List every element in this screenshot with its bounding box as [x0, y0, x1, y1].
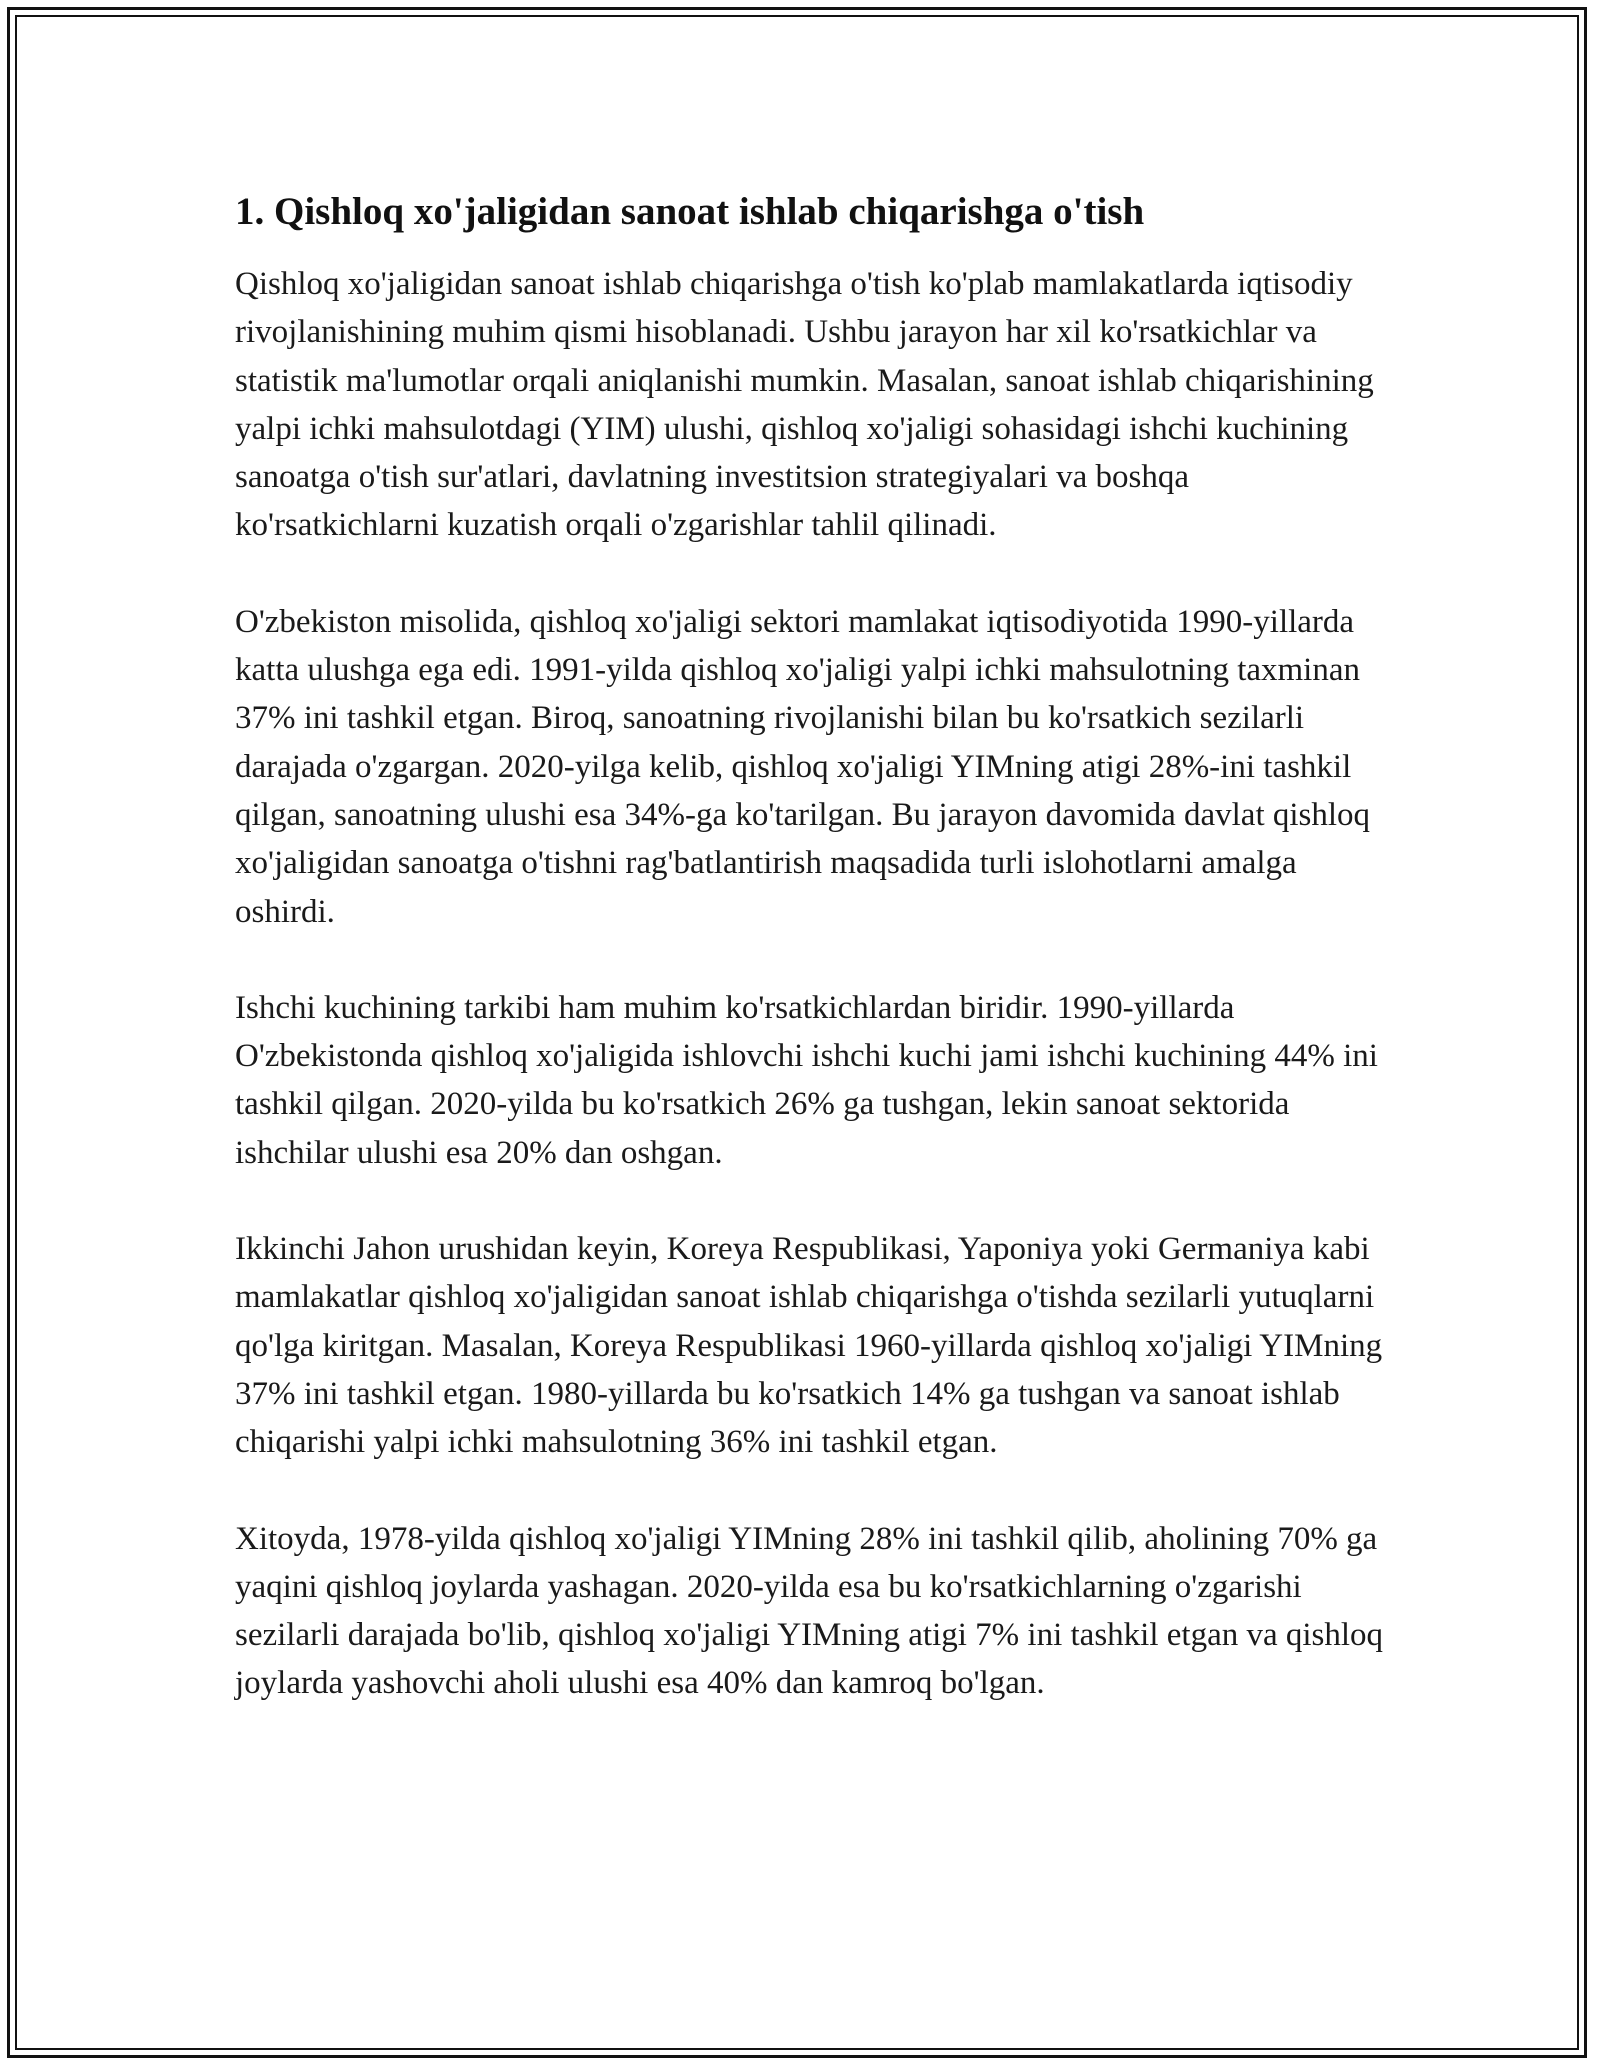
paragraph-labor-force: Ishchi kuchining tarkibi ham muhim ko'rsatkichlardan biridir. 1990-yillarda O'zbekistonda qishloq xo'jaligida ishlovchi ishchi kuchi jami ishchi kuchining 44% ini tashkil qilgan. 2020-yilda bu ko'rsatkich 26% ga tushgan, lekin sanoat sektorida ishchilar ulushi esa 20% dan oshgan.: [235, 989, 1378, 1171]
paragraph-intro: Qishloq xo'jaligidan sanoat ishlab chiqarishga o'tish ko'plab mamlakatlarda iqtisodiy rivojlanishining muhim qismi hisoblanadi. Ushbu jarayon har xil ko'rsatkichlar va statistik ma'lumotlar orqali aniqlanishi mumkin. Masalan, sanoat ishlab chiqarishining yalpi ichki mahsulotdagi (YIM) ulushi, qishloq xo'jaligi sohasidagi ishchi kuchining sanoatga o'tish sur'atlari, davlatning investitsion strategiyalari va boshqa ko'rsatkichlarni kuzatish orqali o'zgarishlar tahlil qilinadi.: [235, 266, 1374, 544]
paragraph-post-war-countries: Ikkinchi Jahon urushidan keyin, Koreya Respublikasi, Yaponiya yoki Germaniya kabi mamlakatlar qishloq xo'jaligidan sanoat ishlab chiqarishga o'tishda sezilarli yutuqlarni qo'lga kiritgan. Masalan, Koreya Respublikasi 1960-yillarda qishloq xo'jaligi YIMning 37% ini tashkil etgan. 1980-yillarda bu ko'rsatkich 14% ga tushgan va sanoat ishlab chiqarishi yalpi ichki mahsulotning 36% ini tashkil etgan.: [235, 1231, 1383, 1461]
page-title: 1. Qishloq xo'jaligidan sanoat ishlab chiqarishga o'tish: [235, 190, 1145, 233]
document-body: [235, 186, 1385, 1756]
paragraph-uzbekistan-gdp: O'zbekiston misolida, qishloq xo'jaligi sektori mamlakat iqtisodiyotida 1990-yillarda katta ulushga ega edi. 1991-yilda qishloq xo'jaligi yalpi ichki mahsulotning taxminan 37% ini tashkil etgan. Biroq, sanoatning rivojlanishi bilan bu ko'rsatkich sezilarli darajada o'zgargan. 2020-yilga kelib, qishloq xo'jaligi YIMning atigi 28%-ini tashkil qilgan, sanoatning ulushi esa 34%-ga ko'tarilgan. Bu jarayon davomida davlat qishloq xo'jaligidan sanoatga o'tishni rag'batlantirish maqsadida turli islohotlarni amalga oshirdi.: [235, 603, 1371, 930]
paragraph-china: Xitoyda, 1978-yilda qishloq xo'jaligi YIMning 28% ini tashkil qilib, aholining 70% ga yaqini qishloq joylarda yashagan. 2020-yilda esa bu ko'rsatkichlarning o'zgarishi sezilarli darajada bo'lib, qishloq xo'jaligi YIMning atigi 7% ini tashkil etgan va qishloq joylarda yashovchi aholi ulushi esa 40% dan kamroq bo'lgan.: [235, 1520, 1384, 1702]
